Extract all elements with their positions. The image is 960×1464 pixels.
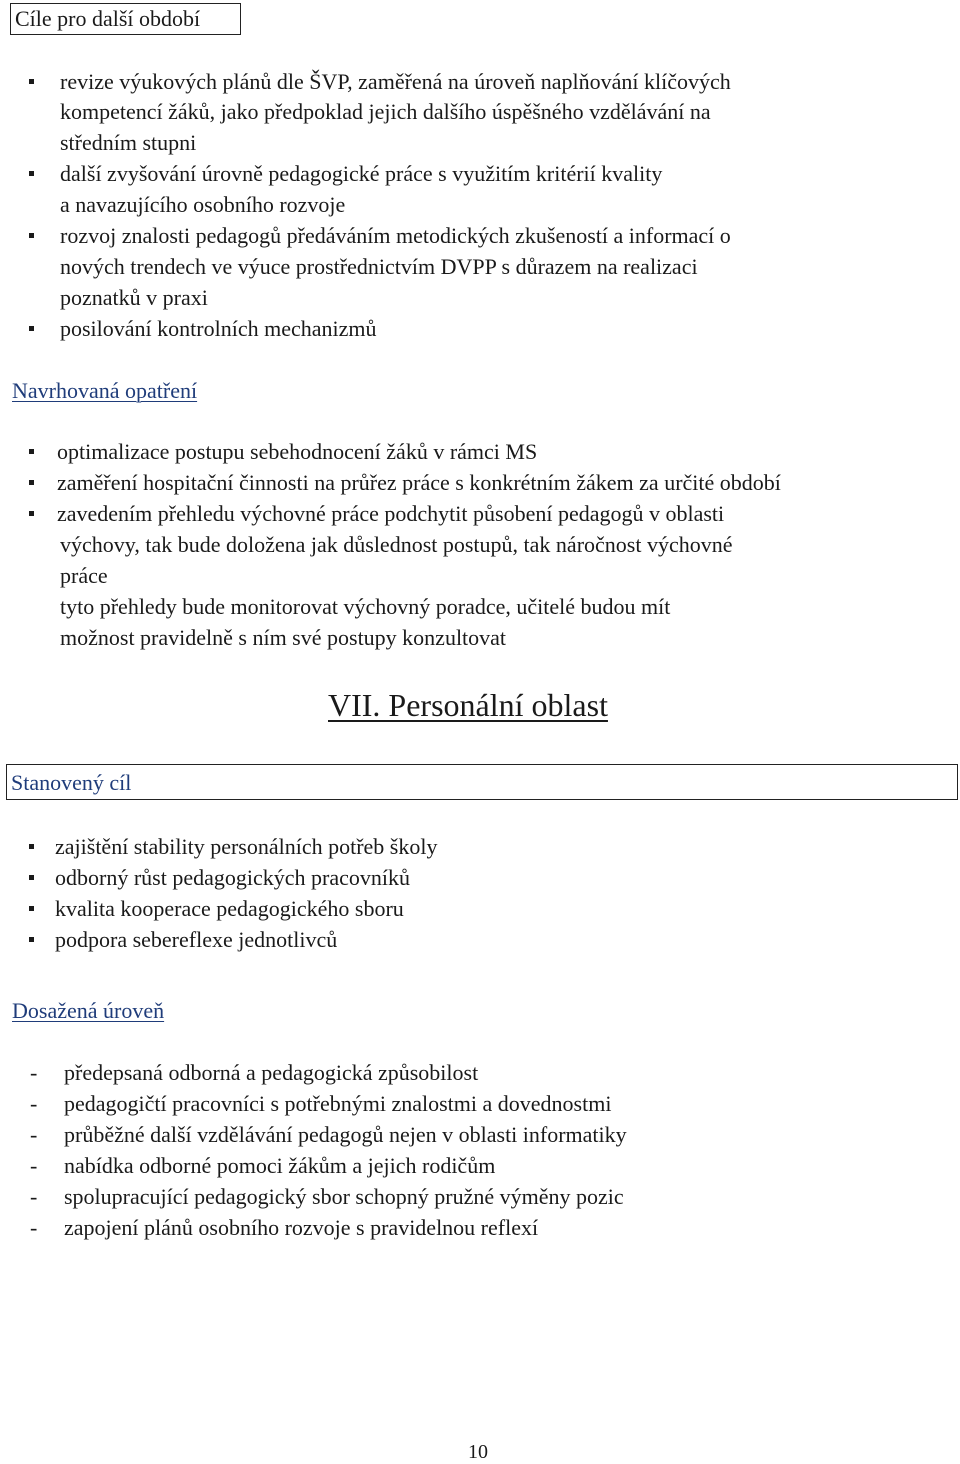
measures-item-1: optimalizace postupu sebehodnocení žáků v rámci MS bbox=[57, 439, 538, 464]
goals-item-1-line-1: revize výukových plánů dle ŠVP, zaměřená na úroveň naplňování klíčových bbox=[60, 69, 731, 94]
bullet-square-icon bbox=[29, 233, 34, 238]
measures-item-3-line-4: tyto přehledy bude monitorovat výchovný poradce, učitelé budou mít bbox=[60, 594, 671, 619]
bullet-square-icon bbox=[29, 171, 34, 176]
goals-item-2-line-2: a navazujícího osobního rozvoje bbox=[60, 192, 346, 217]
dash-marker: - bbox=[30, 1215, 38, 1240]
bullet-square-icon bbox=[29, 480, 34, 485]
achieved-item-2: pedagogičtí pracovníci s potřebnými znalostmi a dovednostmi bbox=[64, 1091, 612, 1116]
bullet-square-icon bbox=[29, 844, 34, 849]
chapter-heading: VII. Personální oblast bbox=[328, 687, 608, 723]
dash-marker: - bbox=[30, 1153, 38, 1178]
dash-marker: - bbox=[30, 1122, 38, 1147]
bullet-square-icon bbox=[29, 875, 34, 880]
bullet-square-icon bbox=[29, 326, 34, 331]
achieved-item-3: průběžné další vzdělávání pedagogů nejen v oblasti informatiky bbox=[64, 1122, 627, 1147]
goals-item-4-line-1: posilování kontrolních mechanizmů bbox=[60, 316, 377, 341]
target-item-4: podpora sebereflexe jednotlivců bbox=[55, 927, 338, 952]
achieved-item-6: zapojení plánů osobního rozvoje s pravidelnou reflexí bbox=[64, 1215, 539, 1240]
section-title-target: Stanovený cíl bbox=[11, 770, 132, 795]
section-title-goals: Cíle pro další období bbox=[15, 6, 201, 31]
goals-item-1-line-2: kompetencí žáků, jako předpoklad jejich dalšího úspěšného vzdělávání na bbox=[60, 99, 711, 124]
achieved-item-4: nabídka odborné pomoci žákům a jejich rodičům bbox=[64, 1153, 496, 1178]
section-title-box-target bbox=[6, 764, 958, 800]
goals-item-3-line-3: poznatků v praxi bbox=[60, 285, 208, 310]
target-item-2: odborný růst pedagogických pracovníků bbox=[55, 865, 410, 890]
section-title-box-goals bbox=[10, 3, 241, 35]
achieved-item-1: předepsaná odborná a pedagogická způsobilost bbox=[64, 1060, 479, 1085]
bullet-square-icon bbox=[29, 511, 34, 516]
dash-marker: - bbox=[30, 1091, 38, 1116]
bullet-square-icon bbox=[29, 937, 34, 942]
bullet-square-icon bbox=[29, 449, 34, 454]
measures-item-2: zaměření hospitační činnosti na průřez práce s konkrétním žákem za určité období bbox=[57, 470, 781, 495]
measures-item-3-line-3: práce bbox=[60, 563, 108, 588]
page-number: 10 bbox=[468, 1441, 488, 1463]
section-title-measures: Navrhovaná opatření bbox=[12, 378, 198, 403]
section-title-achieved: Dosažená úroveň bbox=[12, 998, 165, 1023]
measures-item-3-line-1: zavedením přehledu výchovné práce podchytit působení pedagogů v oblasti bbox=[57, 501, 725, 526]
measures-item-3-line-5: možnost pravidelně s ním své postupy konzultovat bbox=[60, 625, 507, 650]
bullet-square-icon bbox=[29, 79, 34, 84]
target-item-3: kvalita kooperace pedagogického sboru bbox=[55, 896, 404, 921]
goals-item-1-line-3: středním stupni bbox=[60, 130, 197, 155]
bullet-square-icon bbox=[29, 906, 34, 911]
goals-item-2-line-1: další zvyšování úrovně pedagogické práce s využitím kritérií kvality bbox=[60, 161, 663, 186]
goals-item-3-line-1: rozvoj znalosti pedagogů předáváním metodických zkušeností a informací o bbox=[60, 223, 731, 248]
measures-item-3-line-2: výchovy, tak bude doložena jak důslednost postupů, tak náročnost výchovné bbox=[60, 532, 733, 557]
target-item-1: zajištění stability personálních potřeb školy bbox=[55, 834, 438, 859]
dash-marker: - bbox=[30, 1184, 38, 1209]
dash-marker: - bbox=[30, 1060, 38, 1085]
goals-item-3-line-2: nových trendech ve výuce prostřednictvím DVPP s důrazem na realizaci bbox=[60, 254, 698, 279]
achieved-item-5: spolupracující pedagogický sbor schopný pružné výměny pozic bbox=[64, 1184, 624, 1209]
